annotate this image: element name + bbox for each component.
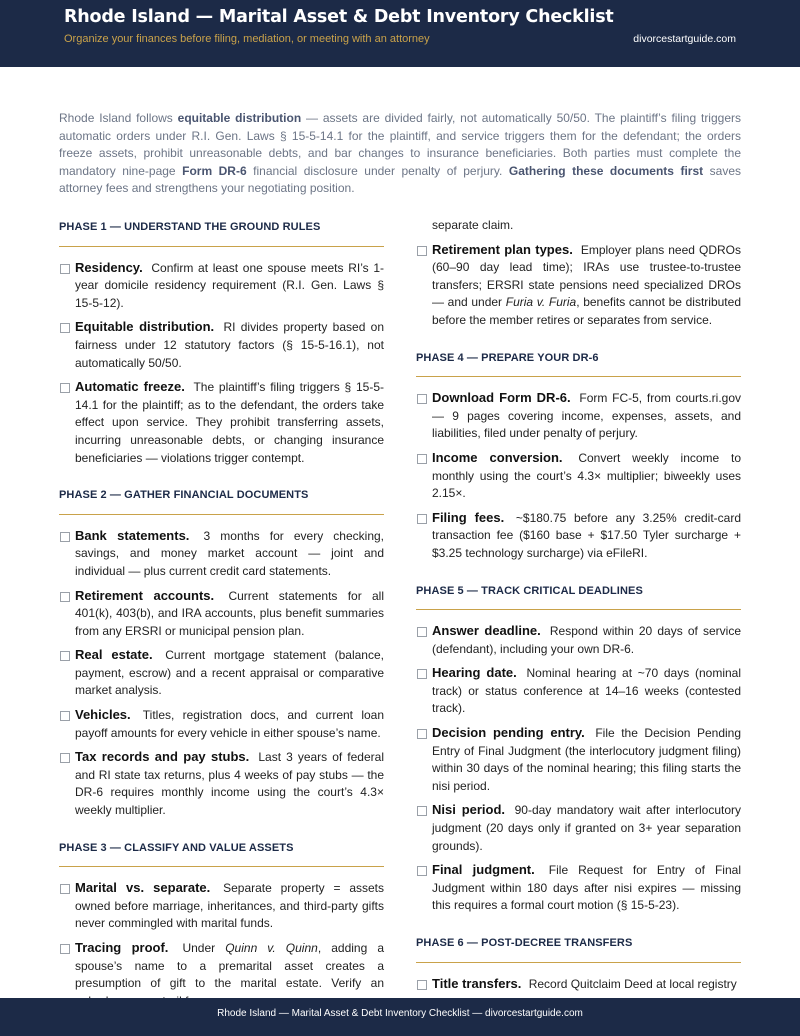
left-column (59, 217, 384, 1016)
checklist-item (416, 724, 741, 795)
item-label: Decision pending entry. (432, 725, 585, 741)
page-header (0, 0, 800, 67)
checklist-item (59, 587, 384, 641)
checklist-item (416, 509, 741, 563)
item-text-part: Under (182, 941, 226, 955)
item-text: 3 months for every checking, savings, and money market account — joint and individual — plus current credit card statements. (75, 528, 384, 578)
item-text: Nominal hearing at ~70 days (nominal track) or status conference at 14–16 weeks (contested track). (432, 666, 741, 716)
item-text: Last 3 years of federal and RI state tax returns, plus 4 weeks of pay stubs — the DR-6 requires monthly income using the court’s 4.3× weekly multiplier. (75, 750, 384, 818)
checkbox[interactable] (417, 866, 427, 876)
item-label: Equitable distribution. (75, 319, 215, 335)
item-text: RI divides property based on fairness under 12 statutory factors (§ 15-5-16.1), not automatically 50/50. (75, 320, 384, 370)
item-label: Hearing date. (432, 665, 517, 681)
item-label: Filing fees. (432, 509, 505, 525)
phase-1-heading: PHASE 1 — UNDERSTAND THE GROUND RULES (59, 217, 384, 247)
checklist-item (59, 259, 384, 313)
item-label: Download Form DR-6. (432, 390, 571, 406)
checkbox[interactable] (417, 454, 427, 464)
item-text: Confirm at least one spouse meets RI’s 1-year domicile residency requirement (R.I. Gen. Laws § 15-5-12). (75, 260, 384, 310)
item-text: Record Quitclaim Deed at local registry (528, 976, 737, 991)
item-text-part: Employer plans need QDROs (60–90 day lead time); IRAs use trustee-to-trustee transfers; ERSRI state pensions need specialized DROs — and under (432, 242, 741, 310)
intro-text: financial disclosure under penalty of perjury. (246, 163, 509, 178)
checklist-item (59, 318, 384, 372)
intro-bold-term: Form DR-6 (182, 163, 247, 178)
item-text: File Request for Entry of Final Judgment within 180 days after nisi expires — missing this requires a formal court motion (§ 15-5-23). (432, 863, 741, 913)
checkbox[interactable] (60, 592, 70, 602)
item-label: Title transfers. (432, 975, 522, 991)
item-label: Nisi period. (432, 802, 506, 818)
checkbox[interactable] (60, 323, 70, 333)
checkbox[interactable] (60, 651, 70, 661)
checkbox[interactable] (60, 944, 70, 954)
item-text-part: , adding a spouse’s name to a premarital asset creates a presumption of gift to the marital estate. Verify an (75, 941, 384, 991)
intro-bold-term: equitable distribution (177, 111, 302, 125)
right-column (416, 217, 741, 999)
checklist-item (416, 801, 741, 855)
checklist-item (416, 449, 741, 503)
checklist-item (416, 861, 741, 915)
item-label: Income conversion. (432, 449, 563, 465)
checkbox[interactable] (417, 627, 427, 637)
checklist-item (59, 748, 384, 819)
intro-paragraph (59, 110, 741, 198)
item-label: Tracing proof. (75, 940, 169, 955)
phase-3-heading: PHASE 3 — CLASSIFY AND VALUE ASSETS (59, 838, 384, 868)
item-text-part: , benefits cannot be distributed before the member retires or separates from service. (432, 295, 741, 327)
intro-text: Rhode Island follows (59, 111, 178, 125)
item-label: Residency. (75, 259, 143, 275)
phase-5-heading: PHASE 5 — TRACK CRITICAL DEADLINES (416, 581, 741, 611)
checkbox[interactable] (60, 753, 70, 763)
phase-6-heading: PHASE 6 — POST-DECREE TRANSFERS (416, 933, 741, 963)
checkbox[interactable] (60, 532, 70, 542)
item-label: Retirement accounts. (75, 587, 215, 603)
intro-bold-term: Gathering these documents first (508, 163, 704, 178)
checkbox[interactable] (417, 806, 427, 816)
intro-text: saves attorney fees and strengthens your negotiating position. (59, 163, 742, 195)
phase-2-heading: PHASE 2 — GATHER FINANCIAL DOCUMENTS (59, 485, 384, 515)
item-text: Current statements for all 401(k), 403(b), and IRA accounts, plus benefit summaries from any ERSRI or municipal pension plan. (75, 588, 384, 638)
item-text: Separate property = assets owned before marriage, inheritances, and third-party gifts never commingled with marital funds. (75, 881, 384, 931)
item-label: Answer deadline. (432, 623, 541, 639)
item-label: Vehicles. (75, 707, 131, 723)
item-text: Respond within 20 days of service (defendant), including your own DR-6. (432, 624, 741, 656)
checkbox[interactable] (60, 711, 70, 721)
checkbox[interactable] (417, 246, 427, 256)
item-text: The plaintiff’s filing triggers § 15-5-14.1 for the plaintiff; as to the defendant, the orders take effect upon service. They prohibit transferring assets, incurring unreasonable debts, or changing insurance beneficiaries — violations trigger contempt. (75, 380, 384, 465)
item-label: Tax records and pay stubs. (75, 749, 250, 765)
page-footer: Rhode Island — Marital Asset & Debt Inventory Checklist — divorcestartguide.com (0, 998, 800, 1036)
item-label: Final judgment. (432, 862, 535, 878)
checkbox[interactable] (60, 383, 70, 393)
phase-4-heading: PHASE 4 — PREPARE YOUR DR-6 (416, 348, 741, 378)
checkbox[interactable] (60, 264, 70, 274)
checklist-item (416, 975, 741, 994)
checkbox[interactable] (417, 514, 427, 524)
case-citation: Furia v. Furia (505, 295, 577, 310)
item-label: Automatic freeze. (75, 379, 185, 395)
item-text: Titles, registration docs, and current loan payoff amounts for every vehicle in either spouse’s name. (75, 708, 385, 740)
checkbox[interactable] (417, 729, 427, 739)
checklist-item (59, 646, 384, 700)
item-label: Retirement plan types. (432, 241, 573, 257)
item-text: File the Decision Pending Entry of Final Judgment (the interlocutory judgment filing) within 30 days of the nominal hearing; this filing starts the nisi period. (432, 726, 742, 793)
item-label: Bank statements. (75, 527, 190, 543)
checklist-item (416, 241, 741, 330)
checkbox[interactable] (60, 884, 70, 894)
checklist-item (59, 706, 384, 742)
checklist-item (59, 879, 384, 933)
page-subtitle: Organize your finances before filing, mediation, or meeting with an attorney (64, 33, 430, 45)
intro-text: — assets are divided fairly, not automatically 50/50. The plaintiff’s filing triggers automatic orders under R.I. Gen. Laws § 15-5-14.1 for the plaintiff, and service triggers them for the defendant; the orders freeze assets, prohibit unreasonable debts, and bar changes to insurance beneficiaries. Both parties must complete the mandatory nine-page (59, 111, 741, 178)
item-continuation: separate claim. (432, 218, 514, 232)
item-label: Marital vs. separate. (75, 880, 211, 896)
checklist-item (416, 389, 741, 443)
item-text: Convert weekly income to monthly using the court’s 4.3× multiplier; biweekly uses 2.15×. (432, 450, 742, 501)
item-label: Real estate. (75, 647, 153, 663)
checklist-item (416, 664, 741, 718)
checkbox[interactable] (417, 669, 427, 679)
item-text: 90-day mandatory wait after interlocutory judgment (20 days only if granted on 3+ year separation grounds). (432, 803, 741, 853)
item-text: Current mortgage statement (balance, payment, escrow) and a recent appraisal or comparative market analysis. (75, 648, 384, 698)
checkbox[interactable] (417, 394, 427, 404)
checklist-item (59, 527, 384, 581)
item-text: ~$180.75 before any 3.25% credit-card transaction fee ($160 base + $17.50 Tyler surcharge + $3.25 technology surcharge) via eFileRI. (432, 510, 742, 560)
checklist-item (416, 622, 741, 658)
page-title: Rhode Island — Marital Asset & Debt Inventory Checklist (64, 7, 614, 27)
checklist-item (59, 378, 384, 467)
checkbox[interactable] (417, 980, 427, 990)
site-name: divorcestartguide.com (633, 33, 736, 45)
case-citation: Quinn v. Quinn (225, 941, 318, 955)
item-text: Form FC-5, from courts.ri.gov — 9 pages covering income, expenses, assets, and liabilities, filed under penalty of perjury. (432, 391, 742, 441)
